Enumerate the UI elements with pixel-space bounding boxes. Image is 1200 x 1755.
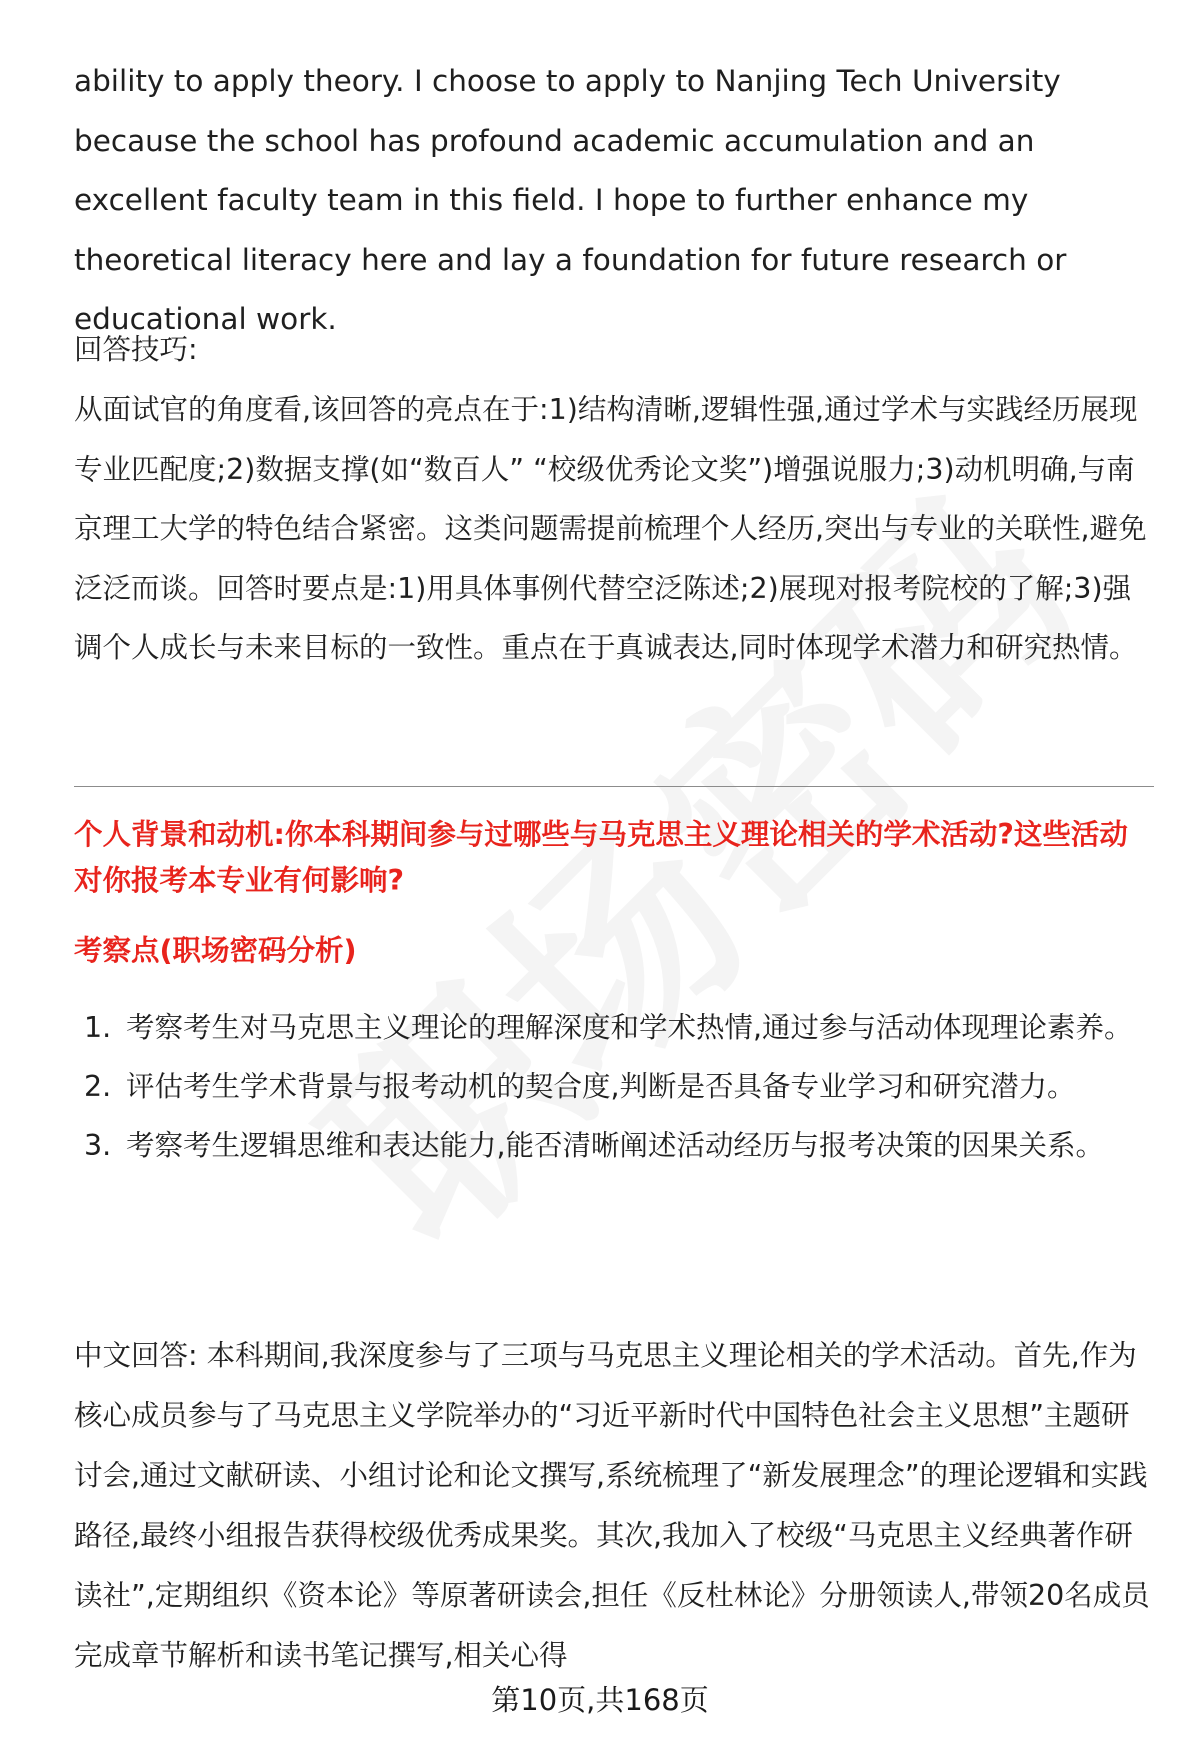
list-item-text: 考察考生逻辑思维和表达能力,能否清晰阐述活动经历与报考决策的因果关系。 [126, 1129, 1105, 1162]
assessment-points-title: 考察点(职场密码分析) [74, 934, 357, 967]
tips-label: 回答技巧: [74, 333, 198, 366]
section-divider [74, 786, 1154, 787]
assessment-points-list [74, 998, 1154, 1175]
list-item-number: 1. [84, 1011, 112, 1044]
list-item [74, 1057, 1154, 1116]
chinese-answer [74, 1326, 1154, 1686]
chinese-answer-body: 本科期间,我深度参与了三项与马克思主义理论相关的学术活动。首先,作为核心成员参与了马克思主义学院举办的“习近平新时代中国特色社会主义思想”主题研讨会,通过文献研读、小组讨论和论文撰写,系统梳理了“新发展理念”的理论逻辑和实践路径,最终小组报告获得校级优秀成果奖。其次,我加入了校级“马克思主义经典著作研读社”,定期组织《资本论》等原著研读会,担任《反杜林论》分册领读人,带领20名成员完成章节解析和读书笔记撰写,相关心得 [74, 1339, 1150, 1672]
list-item-number: 2. [84, 1070, 112, 1103]
list-item [74, 998, 1154, 1057]
tips-body: 从面试官的角度看,该回答的亮点在于:1)结构清晰,逻辑性强,通过学术与实践经历展现专业匹配度;2)数据支撑(如“数百人” “校级优秀论文奖”)增强说服力;3)动机明确,与南京理工大学的特色结合紧密。这类问题需提前梳理个人经历,突出与专业的关联性,避免泛泛而谈。回答时要点是:1)用具体事例代替空泛陈述;2)展现对报考院校的了解;3)强调个人成长与未来目标的一致性。重点在于真诚表达,同时体现学术潜力和研究热情。 [74, 393, 1147, 664]
list-item [74, 1116, 1154, 1175]
question-heading: 个人背景和动机:你本科期间参与过哪些与马克思主义理论相关的学术活动?这些活动对你报考本专业有何影响? [74, 818, 1128, 897]
page-number-footer: 第10页,共168页 [491, 1683, 709, 1717]
english-answer-text: ability to apply theory. I choose to apply to Nanjing Tech University because the school has profound academic accumulation and an excellent faculty team in this field. I hope to further enhance my theoretical literacy here and lay a foundation for future research or educational work. [74, 64, 1067, 336]
list-item-text: 评估考生学术背景与报考动机的契合度,判断是否具备专业学习和研究潜力。 [126, 1070, 1076, 1103]
list-item-text: 考察考生对马克思主义理论的理解深度和学术热情,通过参与活动体现理论素养。 [126, 1011, 1133, 1044]
list-item-number: 3. [84, 1129, 112, 1162]
chinese-answer-label: 中文回答: [74, 1339, 198, 1372]
